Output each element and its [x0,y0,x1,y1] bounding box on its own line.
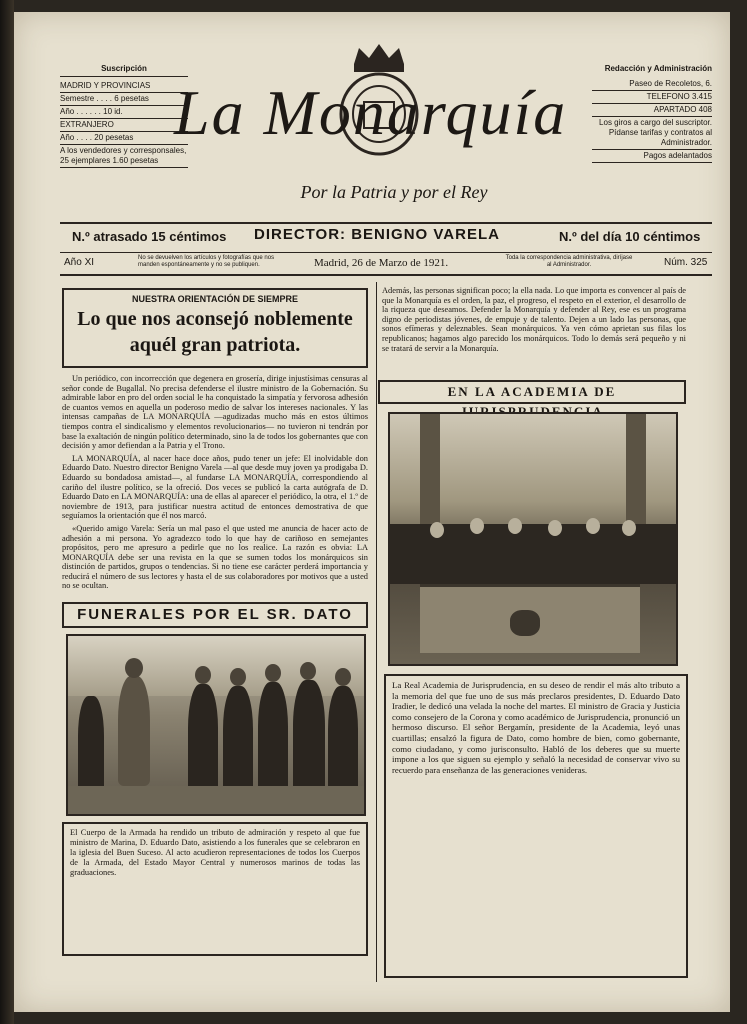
lead-article-continuation: Además, las personas significan poco; la ella nada. Lo que importa es convencer al país de que la Monarquía es el orden, la paz, el progreso, el respeto en el exterior, el desarrollo de la riqueza que deseamos. Defender la Monarquía y defender al Rey, ese es un programa digno de periodistas jóvenes, de empuje y de talento. Dejen a un lado las personas, que sonos efímeras y deleznables. Sean monárquicos. Ya ven cómo aprietan sus filas los republicanos; hagamos algo parecido los monárquicos. Todo lo demás será pequeño y ni se tratará de servir a la Monarquía. [382,286,686,353]
newspaper-page [14,12,730,1012]
subscription-line: A los vendedores y corresponsales, 25 ejemplares 1.60 pesetas [60,145,188,168]
director-line: DIRECTOR: BENIGNO VARELA [254,226,500,243]
lead-paragraph: LA MONARQUÍA, al nacer hace doce años, pudo tener un jefe: El inolvidable don Eduardo Dato. Nuestro director Benigno Varela —al que desde muy joven ya prodigaba D. Eduardo su bondadosa amistad—, al fundarse LA MONARQUÍA, correspondiendo al cariño del ilustre político, se la ofreció. Dos veces se publicó la carta autógrafa de D. Eduardo Dato en LA MONARQUÍA: una de ellas al aparecer el periódico, la otra, el 1.º de noviembre de 1913, para justificar nuestra actitud de entonces demostrativa de que seguíamos la orientación que él nos marcó. [62,453,368,521]
funeral-heading: FUNERALES POR EL SR. DATO [62,602,368,628]
back-issue-price: N.º atrasado 15 céntimos [72,229,227,244]
subscription-line: Año . . . . 20 pesetas [60,132,188,145]
lead-paragraph: «Querido amigo Varela: Sería un mal paso el que usted me anuncia de hacer acto de adhesión a mi persona. Yo agradezco todo lo que hay de cariñoso en semejantes propósitos, pero me apresuro a pedirle que no los realice. La razón es obvia: LA MONARQUÍA debe ser una revista en la que se sumen todos los monárquicos sin distinción de partidos, grupos o tendencias. Si no tiene ese carácter perderá importancia y reducirá el número de sus lectores y hasta el de sus colaboradores por motivos que a usted no se ocultan. [62,523,368,591]
lead-headline-box [62,288,368,368]
lead-headline: Lo que nos aconsejó noblemente aquél gran patriota. [77,308,353,356]
masthead-title: La Monarquía [174,77,568,148]
year-label: Año XI [64,257,95,268]
book-spine [0,0,14,1024]
redaccion-line: Paseo de Recoletos, 6. [592,78,712,91]
academy-photo [388,412,678,666]
subscription-line: Año . . . . . . 10 id. [60,106,188,119]
funeral-caption-box [62,822,368,956]
editorial-notice: No se devuelven los artículos y fotografías que nos manden espontáneamente y no se publiquen. [138,255,275,268]
academy-heading: EN LA ACADEMIA DE [378,380,686,404]
dateline: Madrid, 26 de Marzo de 1921. [314,257,449,269]
redaccion-line: TELEFONO 3.415 [592,91,712,104]
subscription-line: Semestre . . . . 6 pesetas [60,93,188,106]
subscription-heading: Suscripción [101,64,147,73]
redaccion-line: APARTADO 408 [592,104,712,117]
subscription-line: MADRID Y PROVINCIAS [60,80,188,93]
lead-kicker: NUESTRA ORIENTACIÓN DE SIEMPRE [131,294,298,304]
redaccion-heading: Redacción y Administración [604,64,712,73]
academy-text-box [384,674,688,978]
redaccion-line: Los giros a cargo del suscriptor. Pídanse tarifas y contratos al Administrador. [592,117,712,150]
correspondence-notice: Toda la correspondencia administrativa, diríjase al Administrador. [505,255,633,268]
redaccion-line: Pagos adelantados [592,150,712,163]
masthead-motto: Por la Patria y por el Rey [300,182,488,202]
lead-article-body [62,374,368,596]
subscription-line: EXTRANJERO [60,119,188,132]
funeral-photo [66,634,366,816]
funeral-caption: El Cuerpo de la Armada ha rendido un tributo de admiración y respeto al que fue ministro de Marina, D. Eduardo Dato, asistiendo a los funerales que se celebraron en la iglesia del Buen Suceso. Al acto acudieron representaciones de todos los Cuerpos de la Armada, del Estado Mayor Central y numerosos marinos de todas las graduaciones. [70,828,360,877]
issue-number: Núm. 325 [664,257,708,268]
subscription-lines [60,80,188,168]
issue-price: N.º del día 10 céntimos [559,229,701,244]
subscription-box [60,64,188,168]
lead-paragraph: Un periódico, con incorrección que degenera en grosería, dirige injustísimas censuras al señor conde de Bugallal. No precisa defenderse el ilustre ministro de la Gobernación. Su admirable labor en pro del orden social le ha conquistado la simpatía y fervorosa adhesión de cuantos vemos en aquella un poderoso medio de salvar los intereses nacionales. Y las intensas campañas de LA MONARQUÍA —agudizadas mucho más en estos últimos tiempos contra el sindicalismo y elementos revolucionarios— no tuvieron ni tendrán por base la exaltación de ningún político determinado, sino la de todos los gobernantes que con decisión y amor defiendan a la Patria y el Trono. [62,374,368,451]
academy-text: La Real Academia de Jurisprudencia, en su deseo de rendir el más alto tributo a la memoria del que fue uno de sus más preclaros presidentes, D. Eduardo Dato Iradier, le dedicó una velada la noche del martes. El ministro de Gracia y Justicia como consejero de la Corona y como académico de Jurisprudencia, pronunció un hermoso discurso. El señor Bergamín, presidente de la Academia, leyó unas cuartillas; ensalzó la figura de Dato, como hombre de bien, como gobernante, como ciudadano, y como jurisconsulto. Habló de los deberes que su muerte impone a los que siguen su ejemplo y señaló la necesidad de conservar vivo su recuerdo para enseñanza de las generaciones venideras. [392,680,680,775]
